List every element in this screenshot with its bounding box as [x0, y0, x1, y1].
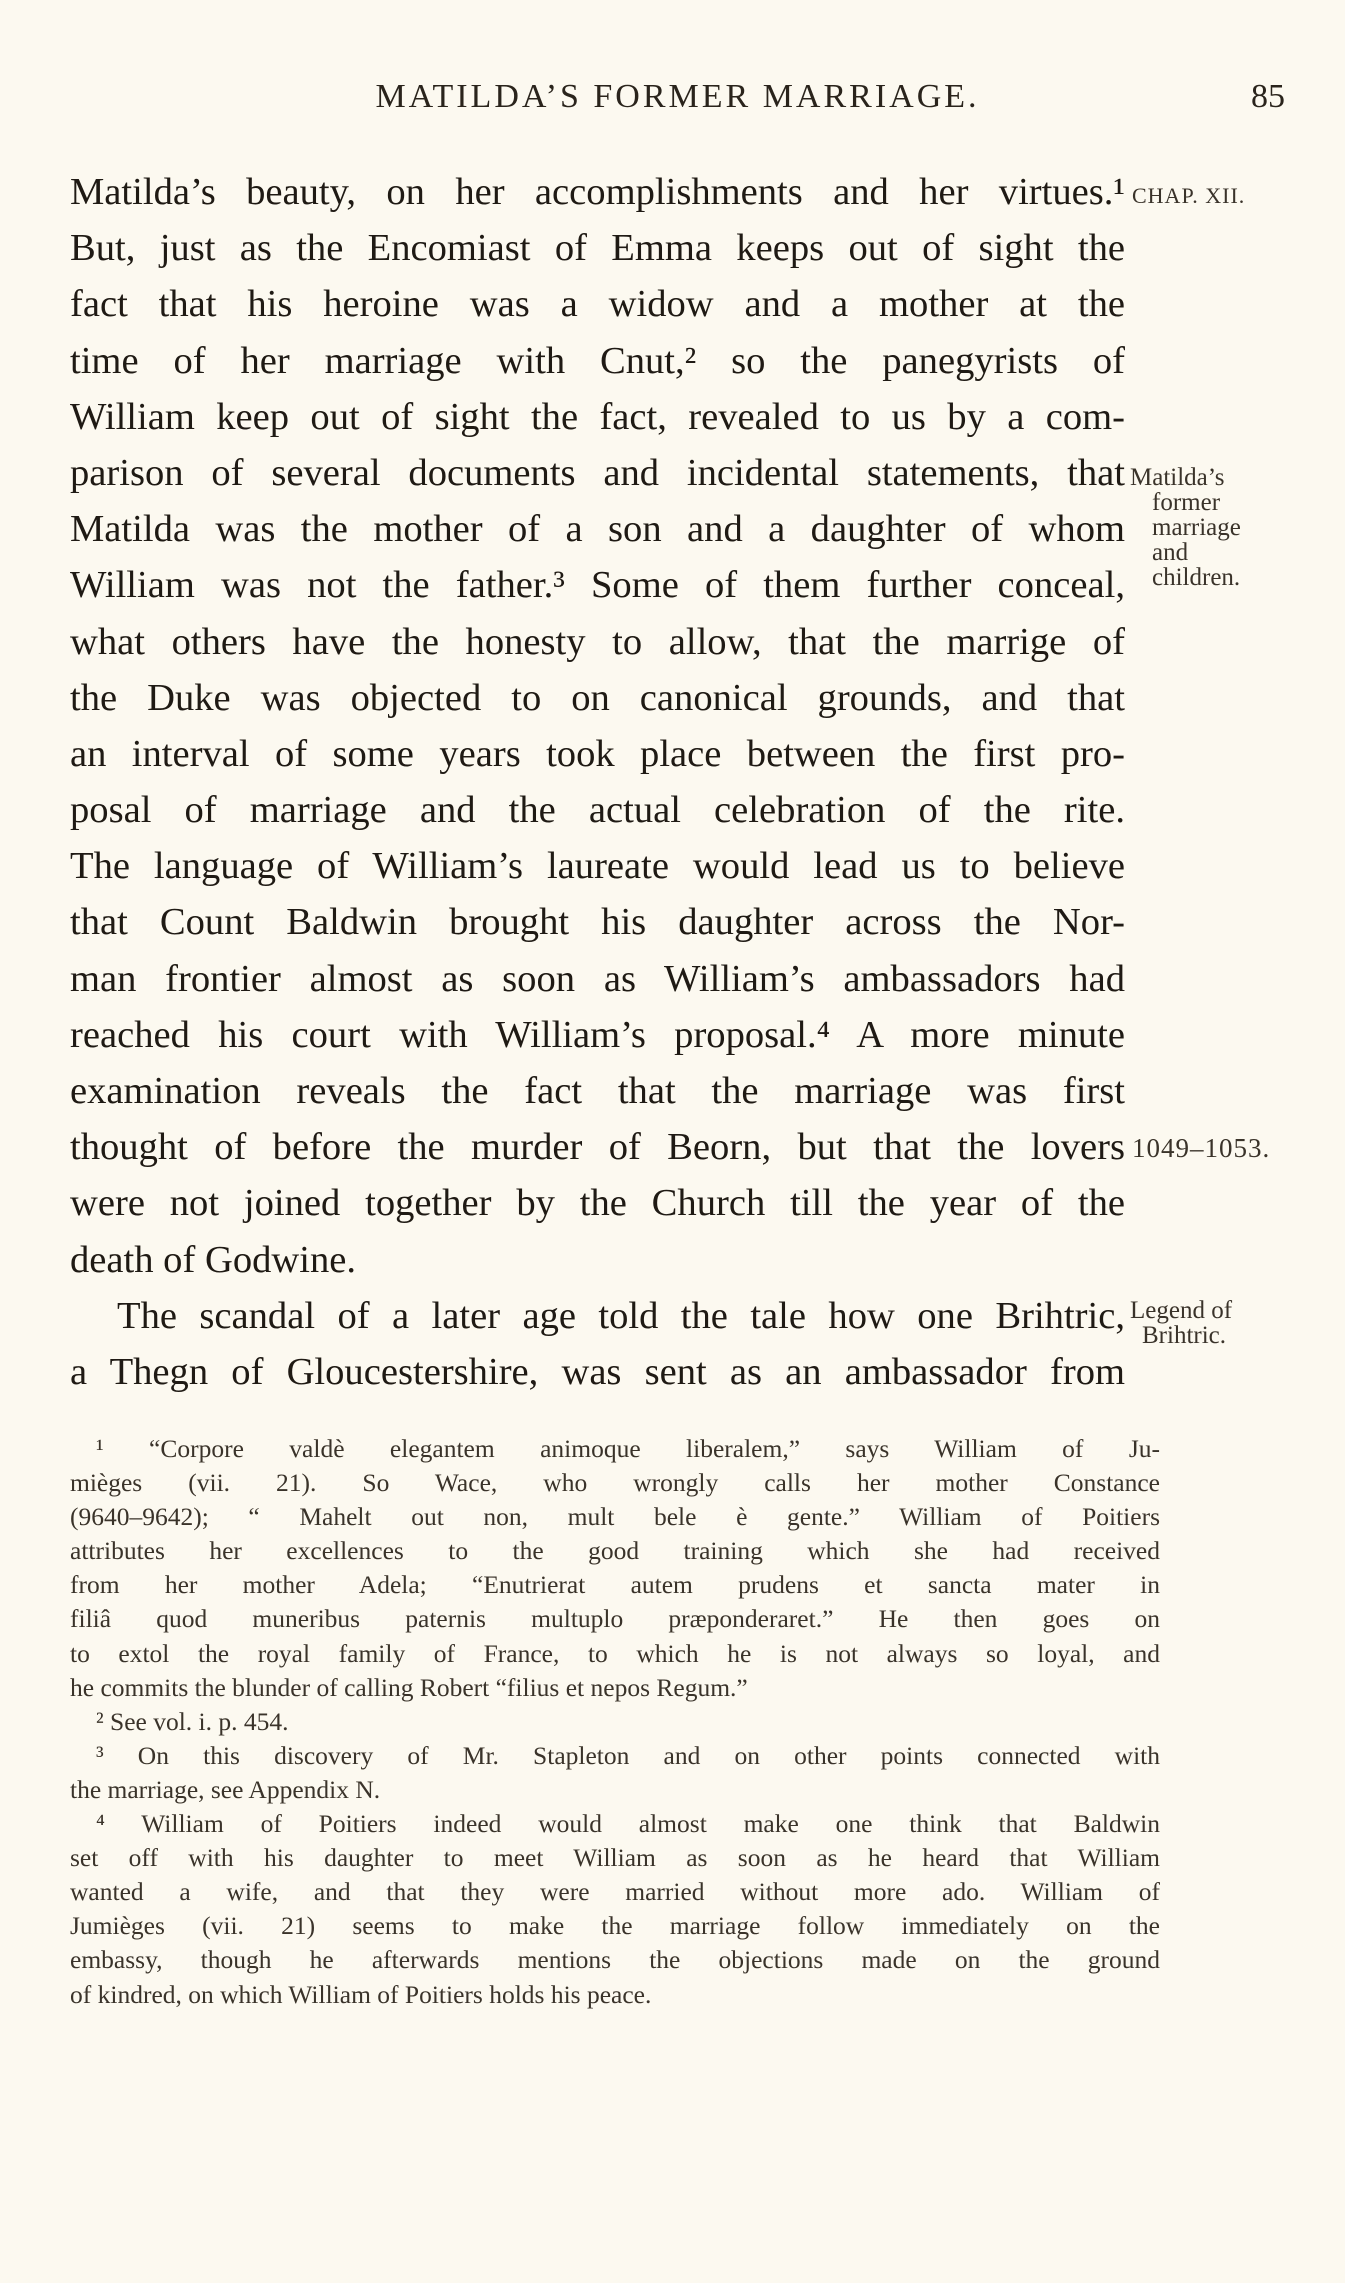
sidenote-line: Legend of [1130, 1297, 1233, 1324]
sidenote-chapter: CHAP. XII. [1132, 183, 1246, 208]
footnote-line: ³ On this discovery of Mr. Stapleton and on other points connected with [96, 1740, 1160, 1770]
footnote-line: mièges (vii. 21). So Wace, who wrongly calls her mother Constance [70, 1468, 1160, 1498]
main-text [70, 164, 1125, 1400]
text-line: William keep out of sight the fact, revealed to us by a com- [70, 395, 1125, 438]
footnote-line: attributes her excellences to the good training which she had received [70, 1536, 1160, 1566]
text-line: thought of before the murder of Beorn, but that the lovers [70, 1126, 1125, 1169]
text-line: death of Godwine. [70, 1238, 357, 1281]
text-line: that Count Baldwin brought his daughter across the Nor- [70, 901, 1125, 944]
text-line: The scandal of a later age told the tale how one Brihtric, [117, 1294, 1125, 1337]
text-line: parison of several documents and incidental statements, that [70, 451, 1125, 494]
text-line: what others have the honesty to allow, that the marrige of [70, 620, 1125, 663]
text-line: were not joined together by the Church till the year of the [70, 1182, 1125, 1225]
text-line: posal of marriage and the actual celebration of the rite. [70, 789, 1125, 832]
page-header [70, 78, 1285, 128]
sidenote-line: Matilda’s [1130, 464, 1225, 491]
sidenote-legend [1130, 1298, 1232, 1348]
footnote-line: ² See vol. i. p. 454. [96, 1706, 289, 1736]
sidenote-line: marriage [1152, 514, 1241, 541]
sidenote-line: Brihtric. [1142, 1322, 1227, 1349]
footnote-line: wanted a wife, and that they were married without more ado. William of [70, 1877, 1160, 1907]
footnote-line: filiâ quod muneribus paternis multuplo præponderaret.” He then goes on [70, 1604, 1160, 1634]
text-line: a Thegn of Gloucestershire, was sent as an ambassador from [70, 1350, 1125, 1393]
footnote-line: embassy, though he afterwards mentions the objections made on the ground [70, 1945, 1160, 1975]
page-number: 85 [1251, 78, 1285, 115]
sidenote-dates: 1049–1053. [1132, 1133, 1271, 1163]
footnote-line: (9640–9642); “ Mahelt out non, mult bele è gente.” William of Poitiers [70, 1502, 1160, 1532]
text-line: Matilda’s beauty, on her accomplishments and her virtues.¹ [70, 171, 1125, 213]
footnote-line: he commits the blunder of calling Robert “filius et nepos Regum.” [70, 1672, 748, 1702]
text-line: fact that his heroine was a widow and a mother at the [70, 283, 1125, 326]
text-line: man frontier almost as soon as William’s ambassadors had [70, 957, 1125, 1000]
text-line: reached his court with William’s proposal.⁴ A more minute [70, 1013, 1125, 1056]
footnote-line: to extol the royal family of France, to which he is not always so loyal, and [70, 1638, 1160, 1668]
text-line: examination reveals the fact that the marriage was first [70, 1070, 1125, 1112]
text-line: But, just as the Encomiast of Emma keeps out of sight the [70, 227, 1125, 270]
text-line: the Duke was objected to on canonical grounds, and that [70, 676, 1125, 719]
text-line: an interval of some years took place between the first pro- [70, 732, 1125, 775]
running-title: MATILDA’S FORMER MARRIAGE. [375, 78, 980, 115]
text-line: Matilda was the mother of a son and a daughter of whom [70, 508, 1125, 551]
sidenote-line: children. [1152, 564, 1241, 591]
footnote-line: the marriage, see Appendix N. [70, 1774, 381, 1804]
sidenote-line: former [1152, 489, 1221, 516]
text-line: time of her marriage with Cnut,² so the panegyrists of [70, 339, 1125, 382]
footnote-line: ⁴ William of Poitiers indeed would almost make one think that Baldwin [96, 1809, 1160, 1839]
footnote-line: from her mother Adela; “Enutrierat autem prudens et sancta mater in [70, 1570, 1160, 1600]
footnote-line: of kindred, on which William of Poitiers holds his peace. [70, 1979, 652, 2009]
footnotes [70, 1432, 1160, 2012]
footnote-line: ¹ “Corpore valdè elegantem animoque liberalem,” says William of Ju- [96, 1434, 1160, 1463]
footnote-line: Jumièges (vii. 21) seems to make the marriage follow immediately on the [70, 1911, 1160, 1941]
sidenote-line: and [1152, 539, 1189, 566]
sidenote-matilda-marriage [1130, 465, 1280, 590]
text-line: William was not the father.³ Some of them further conceal, [70, 564, 1125, 607]
text-line: The language of William’s laureate would lead us to believe [70, 845, 1125, 888]
footnote-line: set off with his daughter to meet William as soon as he heard that William [70, 1843, 1160, 1873]
